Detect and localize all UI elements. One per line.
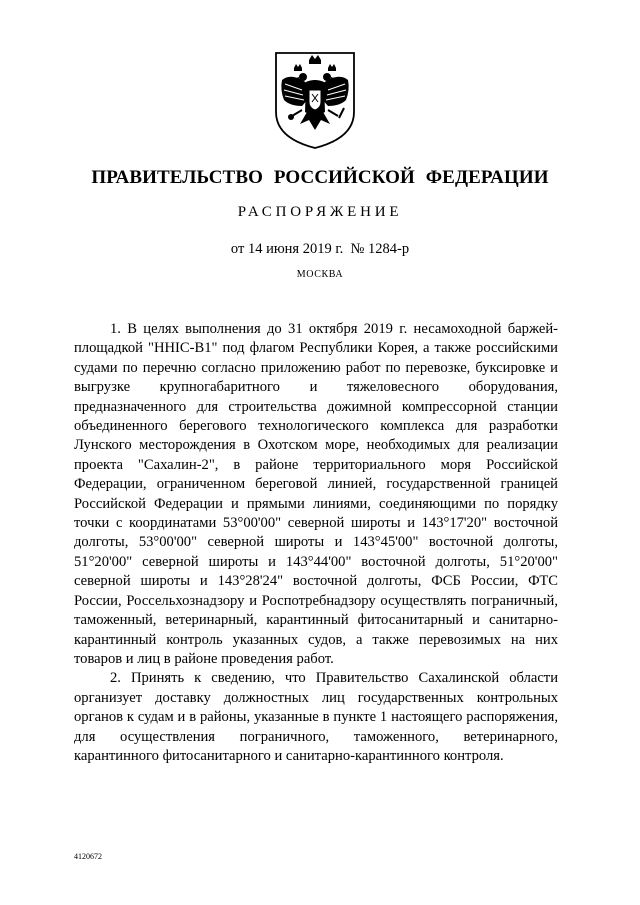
document-code: 4120672	[74, 852, 102, 861]
coat-of-arms-icon	[272, 50, 358, 150]
document-body	[74, 320, 558, 766]
document-city: МОСКВА	[296, 269, 344, 280]
paragraph-1: 1. В целях выполнения до 31 октября 2019 г. несамоходной баржей-площадкой "HHIC-B1" под флагом Республики Корея, а также российскими судами по перечню согласно приложению работ по перевозке, буксировке и выгрузке крупногабаритного и тяжеловесного оборудования, предназначенного для строительства дожимной компрессорной станции объединенного берегового технологического комплекса для разработки Лунского месторождения в Охотском море, необходимых для реализации проекта "Сахалин-2", в районе территориального моря Российской Федерации, ограниченном береговой линией, государственной границей Российской Федерации и прямыми линиями, соединяющими по порядку точки с координатами 53°00'00" северной широты и 143°17'20" восточной долготы, 53°00'00" северной широты и 143°45'00" восточной долготы, 51°20'00" северной широты и 143°44'00" восточной долготы, 51°20'00" северной широты и 143°28'24" восточной долготы, ФСБ России, ФТС России, Россельхознадзору и Роспотребнадзору осуществлять пограничный, таможенный, ветеринарный, карантинный фитосанитарный и санитарно-карантинный контроль указанных судов, а также перевозимых на них товаров и лиц в районе проведения работ.	[74, 321, 558, 667]
government-title: ПРАВИТЕЛЬСТВО РОССИЙСКОЙ ФЕДЕРАЦИИ	[91, 167, 549, 188]
paragraph-2: 2. Принять к сведению, что Правительство Сахалинской области организует доставку должностных лиц государственных контрольных органов к судам и в районы, указанные в пункте 1 настоящего распоряжения, для осуществления пограничного, таможенного, ветеринарного, карантинного фитосанитарного и санитарно-карантинного контроля.	[74, 670, 558, 764]
document-date-number: от 14 июня 2019 г. № 1284-р	[230, 241, 410, 257]
document-type: РАСПОРЯЖЕНИЕ	[237, 204, 403, 220]
